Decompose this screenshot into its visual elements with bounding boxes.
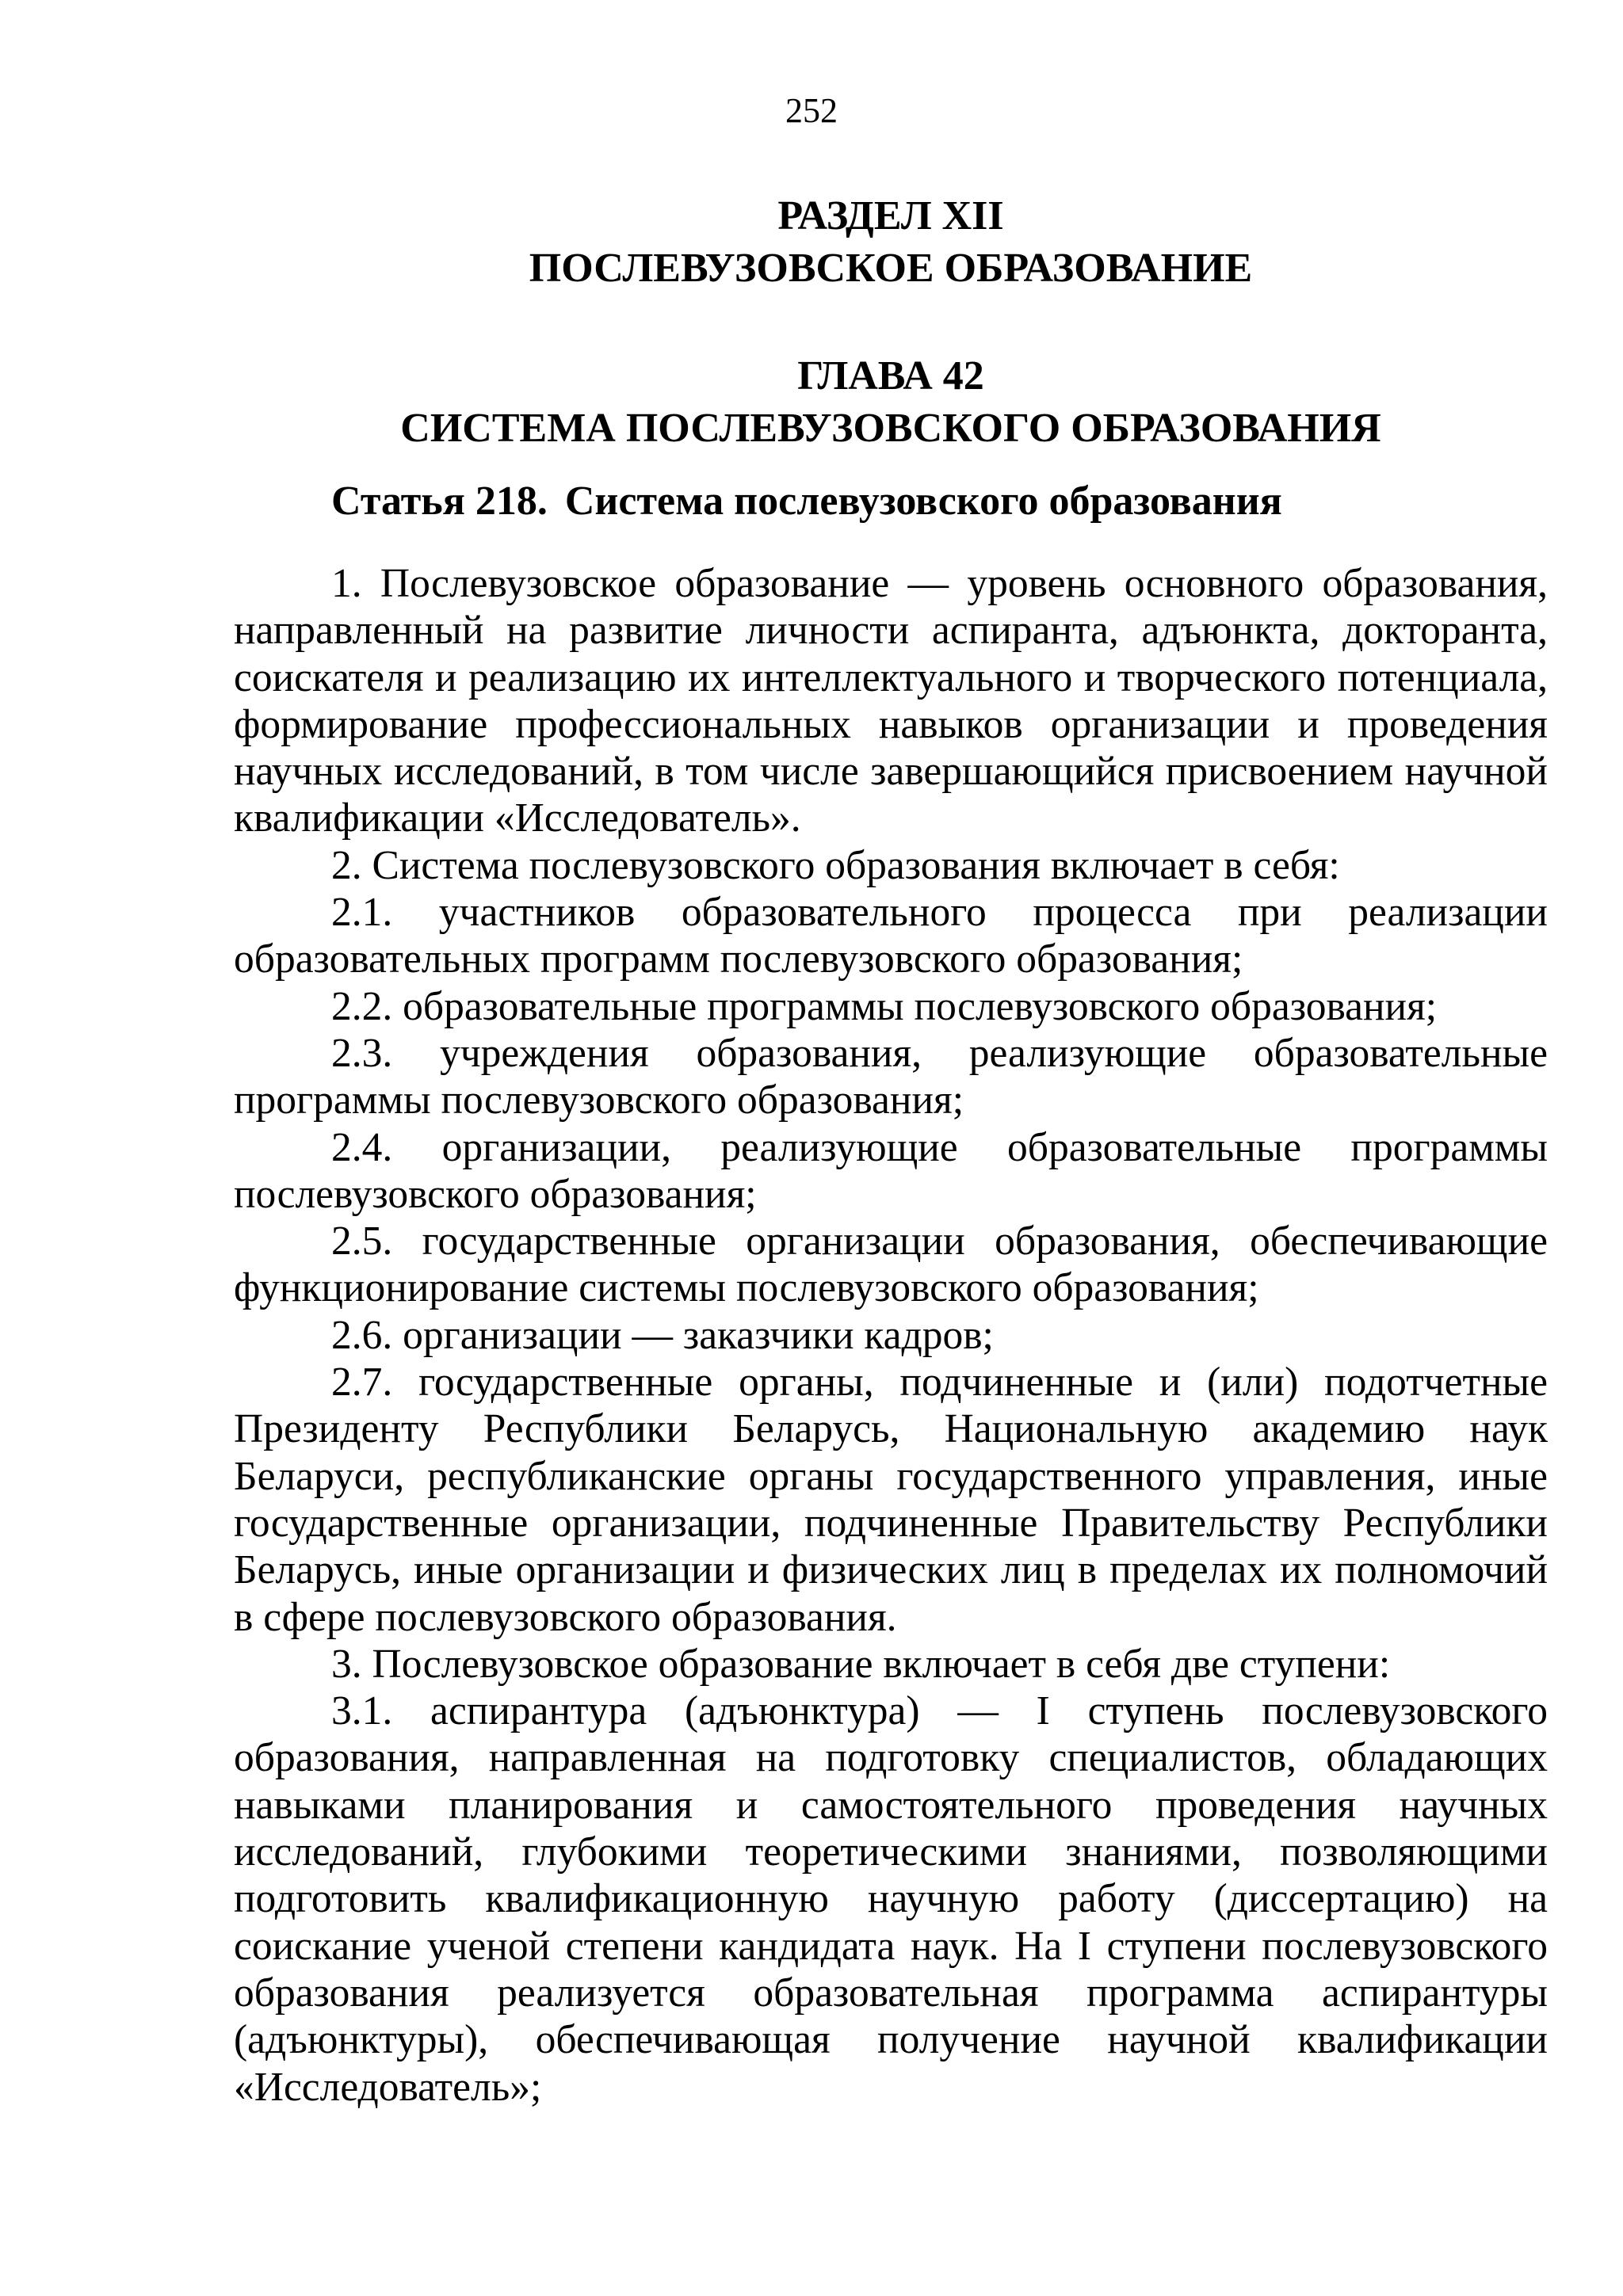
article-title: Система послевузовского образования: [564, 479, 1282, 524]
chapter-title: СИСТЕМА ПОСЛЕВУЗОВСКОГО ОБРАЗОВАНИЯ: [400, 406, 1381, 451]
paragraph-2-2: 2.2. образовательные программы послевузовского образования;: [331, 983, 1438, 1029]
paragraph-2: 2. Система послевузовского образования включает в себя:: [331, 842, 1340, 888]
section-label: РАЗДЕЛ XII: [777, 193, 1004, 238]
paragraph-2-5: 2.5. государственные организации образования, обеспечивающие функционирование системы послевузовского образования;: [234, 1219, 1548, 1311]
paragraph-3: 3. Послевузовское образование включает в себя две ступени:: [331, 1641, 1391, 1687]
section-title: ПОСЛЕВУЗОВСКОЕ ОБРАЗОВАНИЕ: [529, 246, 1253, 291]
paragraph-2-4: 2.4. организации, реализующие образовательные программы послевузовского образования;: [234, 1124, 1548, 1217]
paragraph-3-1: 3.1. аспирантура (адъюнктура) — I ступень послевузовского образования, направленная на подготовку специалистов, обладающих навыками планирования и самостоятельного проведения научных исследований, глубокими теоретическими знаниями, позволяющими подготовить квалификационную научную работу (диссертацию) на соискание ученой степени кандидата наук. На I ступени послевузовского образования реализуется образовательная программа аспирантуры (адъюнктуры), обеспечивающая получение научной квалификации «Исследователь»;: [234, 1688, 1548, 2110]
article-body: [234, 560, 1548, 2111]
section-heading: [234, 190, 1548, 295]
paragraph-2-6: 2.6. организации — заказчики кадров;: [331, 1312, 994, 1358]
article-number: Статья 218.: [331, 479, 548, 524]
page-number: 252: [785, 91, 838, 130]
paragraph-2-1: 2.1. участников образовательного процесса при реализации образовательных программ послевузовского образования;: [234, 890, 1548, 982]
paragraph-1: 1. Послевузовское образование — уровень основного образования, направленный на развитие личности аспиранта, адъюнкта, докторанта, соискателя и реализацию их интеллектуального и творческого потенциала, формирование профессиональных навыков организации и проведения научных исследований, в том числе завершающийся присвоением научной квалификации «Исследователь».: [234, 561, 1548, 841]
paragraph-2-7: 2.7. государственные органы, подчиненные и (или) подотчетные Президенту Республики Беларусь, Национальную академию наук Беларуси, республиканские органы государственного управления, иные государственные организации, подчиненные Правительству Республики Беларусь, иные организации и физических лиц в пределах их полномочий в сфере послевузовского образования.: [234, 1360, 1548, 1640]
chapter-heading: [234, 350, 1548, 455]
chapter-label: ГЛАВА 42: [797, 353, 984, 399]
paragraph-2-3: 2.3. учреждения образования, реализующие образовательные программы послевузовского образования;: [234, 1030, 1548, 1123]
article-heading: [331, 475, 1282, 528]
